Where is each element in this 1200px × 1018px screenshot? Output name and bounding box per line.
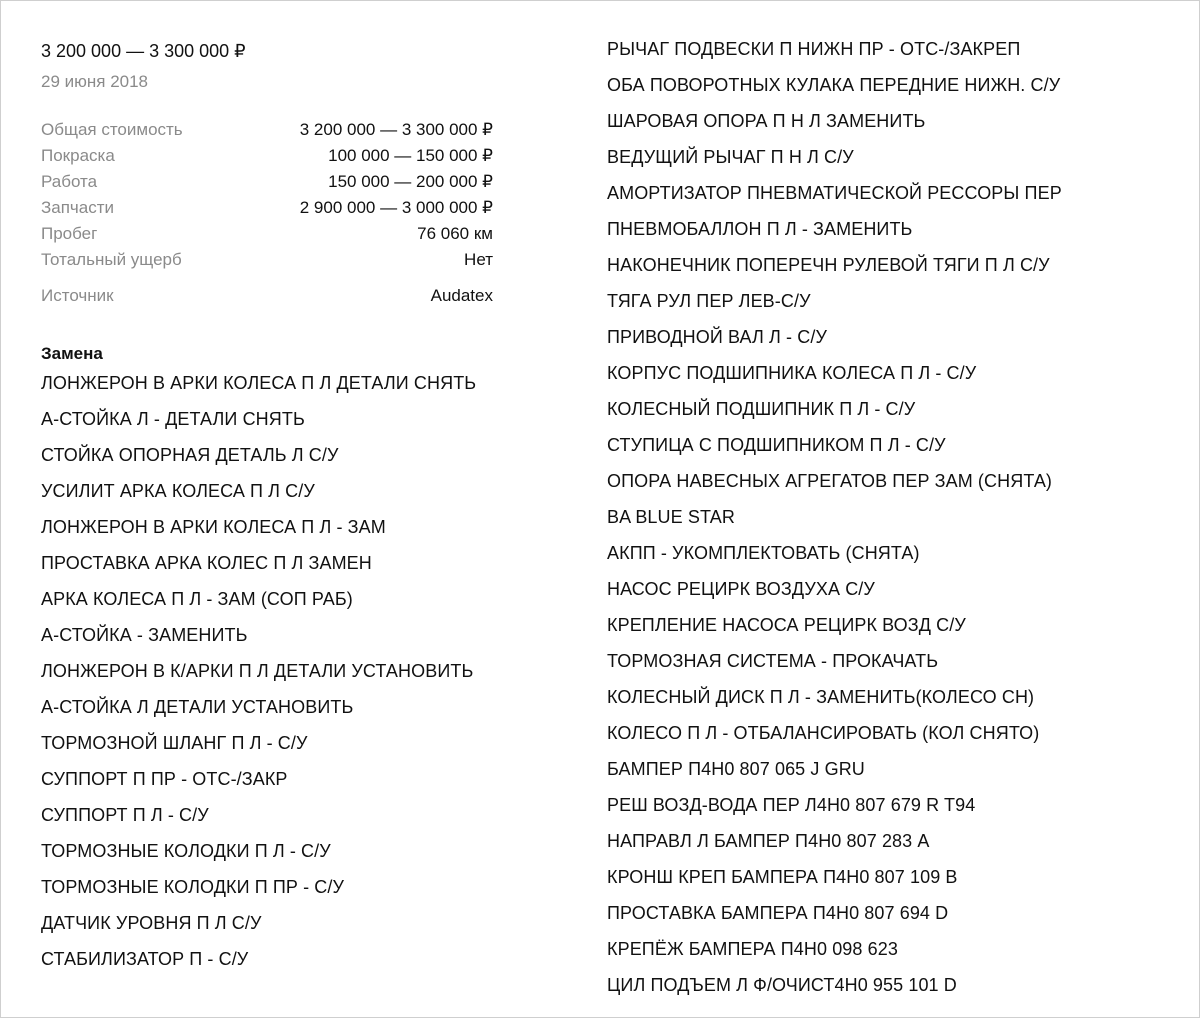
- replacement-item: НАПРАВЛ Л БАМПЕР П4Н0 807 283 A: [607, 831, 930, 851]
- replacement-item: ЦИЛ ПОДЪЕМ Л Ф/ОЧИСТ4Н0 955 101 D: [607, 975, 957, 995]
- replacement-item: КОЛЕСО П Л - ОТБАЛАНСИРОВАТЬ (КОЛ СНЯТО): [607, 723, 1040, 743]
- summary-row-parts: [41, 195, 493, 221]
- replacement-item: ОПОРА НАВЕСНЫХ АГРЕГАТОВ ПЕР ЗАМ (СНЯТА): [607, 471, 1053, 491]
- summary-row-paint: [41, 143, 493, 169]
- summary-value: 100 000 — 150 000 ₽: [328, 146, 493, 165]
- replacement-item: КРЕПЁЖ БАМПЕРА П4Н0 098 623: [607, 939, 898, 959]
- replacement-section-title: Замена: [41, 344, 103, 363]
- replacement-item: ТОРМОЗНЫЕ КОЛОДКИ П ПР - С/У: [41, 877, 345, 897]
- replacement-item: А-СТОЙКА Л ДЕТАЛИ УСТАНОВИТЬ: [41, 697, 354, 717]
- replacement-item: РЫЧАГ ПОДВЕСКИ П НИЖН ПР - ОТС-/ЗАКРЕП: [607, 39, 1021, 59]
- replacement-item: ТЯГА РУЛ ПЕР ЛЕВ-С/У: [607, 291, 811, 311]
- summary-value: Нет: [464, 250, 493, 269]
- replacement-item: СУППОРТ П ПР - ОТС-/ЗАКР: [41, 769, 288, 789]
- replacement-item: КОЛЕСНЫЙ ДИСК П Л - ЗАМЕНИТЬ(КОЛЕСО СН): [607, 687, 1035, 707]
- replacement-item: КРЕПЛЕНИЕ НАСОСА РЕЦИРК ВОЗД С/У: [607, 615, 966, 635]
- summary-label: Запчасти: [41, 198, 115, 217]
- summary-value: 150 000 — 200 000 ₽: [328, 172, 493, 191]
- replacement-item: БАМПЕР П4Н0 807 065 J GRU: [607, 759, 865, 779]
- summary-label: Тотальный ущерб: [41, 250, 182, 269]
- right-column: [607, 31, 1167, 1003]
- replacement-item: СУППОРТ П Л - С/У: [41, 805, 209, 825]
- replacement-item: СТУПИЦА С ПОДШИПНИКОМ П Л - С/У: [607, 435, 946, 455]
- summary-row-total: [41, 117, 493, 143]
- replacement-item: ТОРМОЗНАЯ СИСТЕМА - ПРОКАЧАТЬ: [607, 651, 939, 671]
- cost-summary: [41, 117, 493, 309]
- replacement-item: ТОРМОЗНОЙ ШЛАНГ П Л - С/У: [41, 733, 308, 753]
- source-label: Источник: [41, 286, 114, 305]
- replacement-item: НАСОС РЕЦИРК ВОЗДУХА С/У: [607, 579, 875, 599]
- replacement-item: ДАТЧИК УРОВНЯ П Л С/У: [41, 913, 262, 933]
- replacement-item: ШАРОВАЯ ОПОРА П Н Л ЗАМЕНИТЬ: [607, 111, 926, 131]
- replacement-item: ЛОНЖЕРОН В АРКИ КОЛЕСА П Л ДЕТАЛИ СНЯТЬ: [41, 373, 477, 393]
- replacement-item: ТОРМОЗНЫЕ КОЛОДКИ П Л - С/У: [41, 841, 331, 861]
- replacement-list-left: [41, 365, 493, 977]
- replacement-item: ЛОНЖЕРОН В АРКИ КОЛЕСА П Л - ЗАМ: [41, 517, 386, 537]
- replacement-item: АМОРТИЗАТОР ПНЕВМАТИЧЕСКОЙ РЕССОРЫ ПЕР: [607, 183, 1062, 203]
- source-value: Audatex: [430, 286, 493, 305]
- summary-row-source: [41, 283, 493, 309]
- replacement-item: КРОНШ КРЕП БАМПЕРА П4Н0 807 109 B: [607, 867, 958, 887]
- price-range: 3 200 000 — 3 300 000 ₽: [41, 41, 246, 61]
- replacement-item: СТОЙКА ОПОРНАЯ ДЕТАЛЬ Л С/У: [41, 445, 339, 465]
- summary-row-total-loss: [41, 247, 493, 273]
- summary-label: Покраска: [41, 146, 115, 165]
- replacement-item: УСИЛИТ АРКА КОЛЕСА П Л С/У: [41, 481, 315, 501]
- summary-row-labor: [41, 169, 493, 195]
- summary-label: Пробег: [41, 224, 98, 243]
- summary-value: 76 060 км: [417, 224, 493, 243]
- replacement-item: ОБА ПОВОРОТНЫХ КУЛАКА ПЕРЕДНИЕ НИЖН. С/У: [607, 75, 1061, 95]
- replacement-item: АКПП - УКОМПЛЕКТОВАТЬ (СНЯТА): [607, 543, 920, 563]
- summary-row-mileage: [41, 221, 493, 247]
- replacement-item: ВЕДУЩИЙ РЫЧАГ П Н Л С/У: [607, 147, 854, 167]
- replacement-item: АРКА КОЛЕСА П Л - ЗАМ (СОП РАБ): [41, 589, 353, 609]
- replacement-item: ПРИВОДНОЙ ВАЛ Л - С/У: [607, 327, 827, 347]
- replacement-item: КОЛЕСНЫЙ ПОДШИПНИК П Л - С/У: [607, 399, 916, 419]
- replacement-item: РЕШ ВОЗД-ВОДА ПЕР Л4Н0 807 679 R T94: [607, 795, 976, 815]
- replacement-item: ПНЕВМОБАЛЛОН П Л - ЗАМЕНИТЬ: [607, 219, 913, 239]
- replacement-list-right: [607, 31, 1167, 1003]
- replacement-item: НАКОНЕЧНИК ПОПЕРЕЧН РУЛЕВОЙ ТЯГИ П Л С/У: [607, 255, 1050, 275]
- replacement-item: А-СТОЙКА Л - ДЕТАЛИ СНЯТЬ: [41, 409, 305, 429]
- replacement-item: ПРОСТАВКА БАМПЕРА П4Н0 807 694 D: [607, 903, 949, 923]
- replacement-item: ПРОСТАВКА АРКА КОЛЕС П Л ЗАМЕН: [41, 553, 372, 573]
- replacement-item: BA BLUE STAR: [607, 507, 735, 527]
- summary-value: 2 900 000 — 3 000 000 ₽: [299, 198, 493, 217]
- replacement-item: СТАБИЛИЗАТОР П - С/У: [41, 949, 249, 969]
- replacement-item: А-СТОЙКА - ЗАМЕНИТЬ: [41, 625, 248, 645]
- estimate-date: 29 июня 2018: [41, 72, 149, 91]
- replacement-item: ЛОНЖЕРОН В К/АРКИ П Л ДЕТАЛИ УСТАНОВИТЬ: [41, 661, 474, 681]
- replacement-item: КОРПУС ПОДШИПНИКА КОЛЕСА П Л - С/У: [607, 363, 977, 383]
- left-column: [41, 39, 493, 977]
- summary-label: Работа: [41, 172, 98, 191]
- summary-label: Общая стоимость: [41, 120, 183, 139]
- summary-value: 3 200 000 — 3 300 000 ₽: [299, 120, 493, 139]
